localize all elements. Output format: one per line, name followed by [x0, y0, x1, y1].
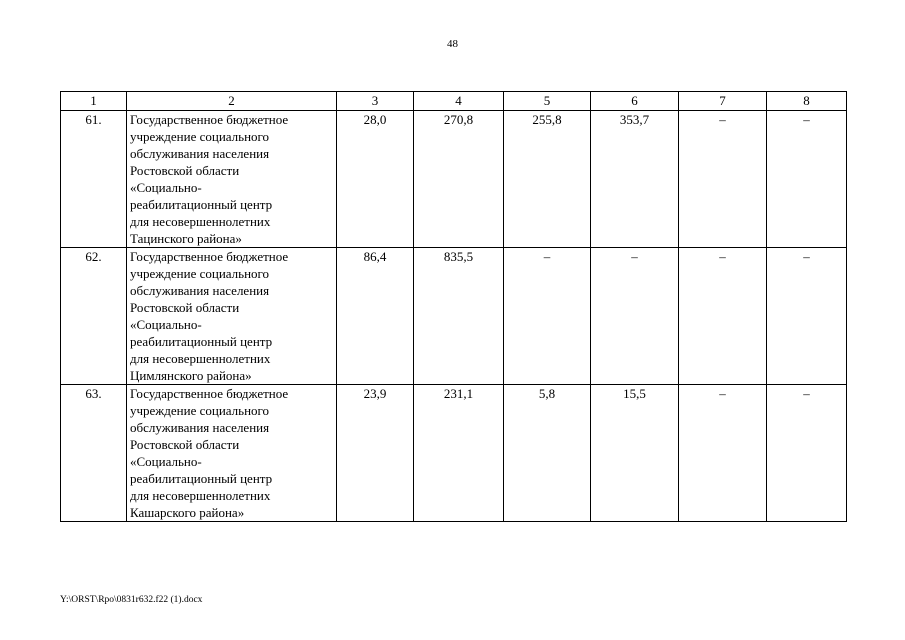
row-number: 62.	[61, 248, 127, 385]
table-row	[61, 111, 847, 248]
cell-col4: 270,8	[414, 111, 504, 248]
column-header: 3	[337, 92, 414, 111]
row-number: 61.	[61, 111, 127, 248]
footer-file-path: Y:\ORST\Rpo\0831r632.f22 (1).docx	[60, 595, 203, 605]
cell-col7: –	[679, 385, 767, 522]
column-header: 6	[591, 92, 679, 111]
column-header: 7	[679, 92, 767, 111]
cell-col8: –	[767, 385, 847, 522]
cell-col7: –	[679, 248, 767, 385]
column-header: 8	[767, 92, 847, 111]
table-header-row	[61, 92, 847, 111]
column-header: 1	[61, 92, 127, 111]
cell-col5: 5,8	[504, 385, 591, 522]
cell-col6: –	[591, 248, 679, 385]
cell-col4: 231,1	[414, 385, 504, 522]
cell-col5: –	[504, 248, 591, 385]
row-number: 63.	[61, 385, 127, 522]
cell-col4: 835,5	[414, 248, 504, 385]
cell-col6: 353,7	[591, 111, 679, 248]
cell-col3: 28,0	[337, 111, 414, 248]
institution-name: Государственное бюджетное учреждение социального обслуживания населения Ростовской области «Социально- реабилитационный центр для несовершеннолетних Кашарского района»	[127, 385, 337, 522]
data-table	[60, 91, 847, 522]
cell-col7: –	[679, 111, 767, 248]
cell-col5: 255,8	[504, 111, 591, 248]
column-header: 2	[127, 92, 337, 111]
cell-col6: 15,5	[591, 385, 679, 522]
table-row	[61, 385, 847, 522]
cell-col3: 23,9	[337, 385, 414, 522]
page-number: 48	[447, 38, 458, 50]
table-row	[61, 248, 847, 385]
cell-col3: 86,4	[337, 248, 414, 385]
column-header: 5	[504, 92, 591, 111]
institution-name: Государственное бюджетное учреждение социального обслуживания населения Ростовской области «Социально- реабилитационный центр для несовершеннолетних Цимлянского района»	[127, 248, 337, 385]
cell-col8: –	[767, 248, 847, 385]
cell-col8: –	[767, 111, 847, 248]
institution-name: Государственное бюджетное учреждение социального обслуживания населения Ростовской области «Социально- реабилитационный центр для несовершеннолетних Тацинского района»	[127, 111, 337, 248]
column-header: 4	[414, 92, 504, 111]
